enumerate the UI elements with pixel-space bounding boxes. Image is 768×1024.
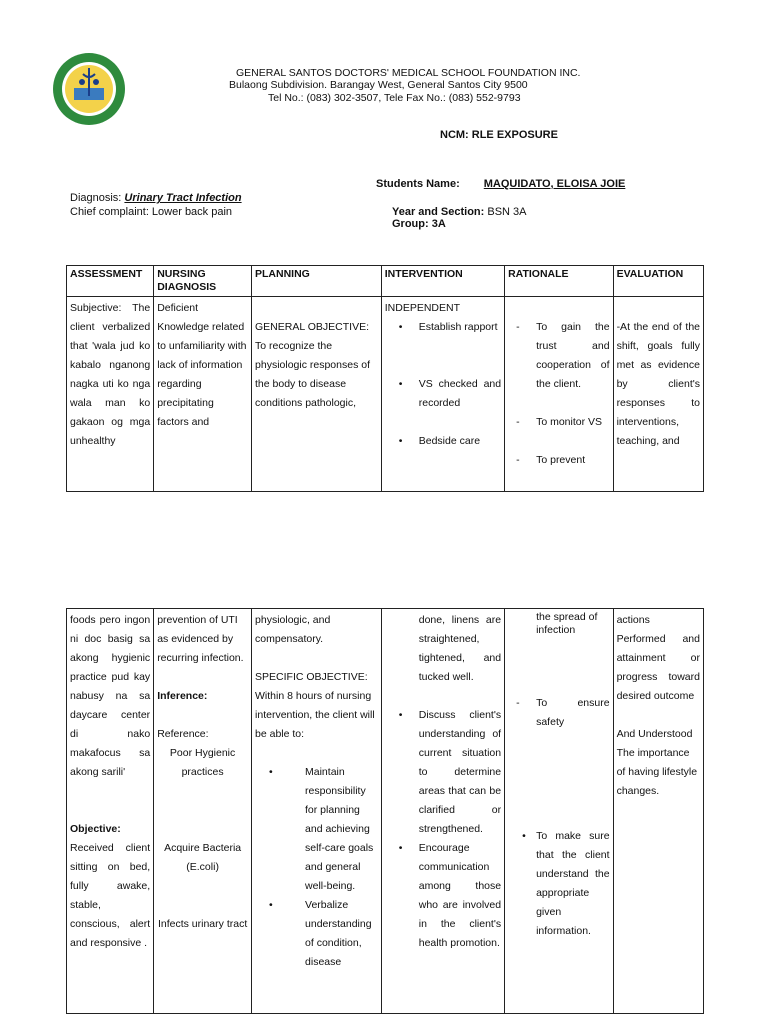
reference-label: Reference: [157,728,209,740]
evaluation-understood: And Understood The importance of having lifestyle changes. [616,728,698,797]
evaluation-text: -At the end of the shift, goals fully met as evidence by client's responses to interventions, teaching, and [616,321,700,447]
rationale-item: • To make sure that the client understand the appropriate given information. [508,827,609,941]
diagnosis-line [70,192,242,204]
table-row [67,609,704,1014]
care-plan-table-part1 [66,265,704,492]
planning-general-text: To recognize the physiologic responses of the body to disease conditions pathologic, [255,340,370,409]
care-plan-table-part2 [66,608,704,1014]
rationale-cell [505,609,613,1014]
school-logo [52,52,126,126]
intervention-cell [381,297,504,492]
objective-label: Objective: [70,823,121,835]
diagnosis-cont: prevention of UTI as evidenced by recurring infection. [157,614,244,664]
planning-cell [252,297,382,492]
table-header-row [67,266,704,297]
intervention-item: • Discuss client's understanding of current situation to determine areas that can be clarified or strengthened. [385,706,501,839]
year-label: Year and Section: [392,206,485,218]
rationale-cont: the spread of infection [536,611,598,636]
students-name-label: Students Name: [376,178,460,190]
intervention-cont: done, linens are straightened, tightened, and tucked well. [418,614,502,683]
assessment-objective: Received client sitting on bed, fully awake, stable, conscious, alert and responsive . [70,842,151,949]
planning-general-title: GENERAL OBJECTIVE: [255,321,369,333]
diagnosis-label: Diagnosis: [70,192,122,204]
group: Group: 3A [392,218,446,230]
planning-cell [252,609,382,1014]
rationale-item: - To gain the trust and cooperation of the client. [508,318,609,394]
intervention-item: • Establish rapport [385,318,501,337]
evaluation-cont: actions Performed and attainment or progress toward desired outcome [616,614,700,702]
inference-label: Inference: [157,690,208,702]
year-value: BSN 3A [487,206,527,218]
intervention-item: • VS checked and recorded [385,375,501,413]
header-assessment: ASSESSMENT [67,266,154,297]
planning-bullet: • Maintain responsibility for planning and achieving self-care goals and general well-being. [255,763,378,896]
header-intervention: INTERVENTION [381,266,504,297]
rationale-item: - To ensure safety [508,694,609,732]
ncm-title: NCM: RLE EXPOSURE [440,129,558,141]
student-name-value: MAQUIDATO, ELOISA JOIE [483,178,626,190]
intervention-item: • Bedside care [385,432,501,451]
header-rationale: RATIONALE [505,266,613,297]
reference-item: Poor Hygienic practices [169,747,236,778]
reference-item: Infects urinary tract [157,918,248,930]
reference-item: Acquire Bacteria (E.coli) [164,842,242,873]
header-nursing-diagnosis: NURSING DIAGNOSIS [154,266,252,297]
intervention-cell [381,609,504,1014]
year-section [392,206,527,218]
students-name [376,178,625,190]
rationale-item: - To prevent [508,451,609,470]
chief-complaint: Chief complaint: Lower back pain [70,206,233,218]
assessment-cell: Subjective: The client verbalized that 'wala jud ko kabalo nganong nagka uti ko nga wala man ko gakaon og mga unhealthy [67,297,154,492]
evaluation-cell [613,297,703,492]
rationale-item: - To monitor VS [508,413,609,432]
org-tel: Tel No.: (083) 302-3507, Tele Fax No.: (083) 552-9793 [268,92,521,104]
header-evaluation: EVALUATION [613,266,703,297]
planning-specific-text: Within 8 hours of nursing intervention, the client will be able to: [255,690,375,740]
assessment-cell [67,609,154,1014]
planning-specific-title: SPECIFIC OBJECTIVE: [255,671,368,683]
header-planning: PLANNING [252,266,382,297]
evaluation-cell [613,609,703,1014]
planning-cont: physiologic, and compensatory. [255,614,331,645]
table-row [67,297,704,492]
diagnosis-cell [154,609,252,1014]
rationale-cell [505,297,613,492]
org-name: GENERAL SANTOS DOCTORS' MEDICAL SCHOOL FOUNDATION INC. [236,67,581,79]
planning-bullet: • Verbalize understanding of condition, disease [255,896,378,972]
assessment-subjective-cont: foods pero ingon ni doc basig sa akong hygienic practice pud kay nabusy na sa daycare center di nako makafocus sa akong sarili' [70,614,151,778]
diagnosis-value: Urinary Tract Infection [124,192,242,204]
diagnosis-cell: Deficient Knowledge related to unfamiliarity with lack of information regarding precipitating factors and [154,297,252,492]
org-address: Bulaong Subdivision. Barangay West, General Santos City 9500 [229,79,528,91]
intervention-independent: INDEPENDENT [384,302,461,314]
intervention-item: • Encourage communication among those who are involved in the client's health promotion. [385,839,501,953]
